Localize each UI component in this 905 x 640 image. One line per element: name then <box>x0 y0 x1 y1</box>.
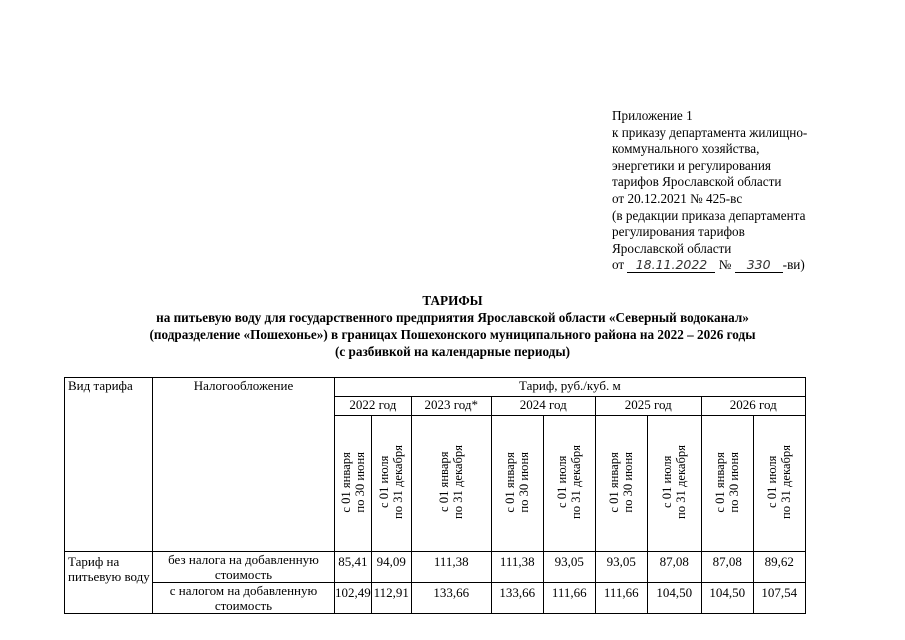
order-suffix: -ви) <box>782 257 805 273</box>
header-period: с 01 января по 30 июня <box>595 416 647 552</box>
heading-line-3: (с разбивкой на календарные периоды) <box>334 344 571 359</box>
header-period: с 01 января по 30 июня <box>491 416 543 552</box>
appendix-line: от 20.12.2021 № 425-вс <box>612 190 743 206</box>
document-heading <box>0 292 905 360</box>
header-period: с 01 января по 30 июня <box>701 416 753 552</box>
tariff-value: 87,08 <box>701 552 753 583</box>
heading-line-2: (подразделение «Пошехонье») в границах Пошехонского муниципального района на 2022 – 2026 годы <box>149 327 756 342</box>
tariff-value: 133,66 <box>411 583 491 614</box>
appendix-line: тарифов Ярославской области <box>612 174 782 190</box>
appendix-line: к приказу департамента жилищно- <box>612 124 808 140</box>
header-period: с 01 июля по 31 декабря <box>543 416 595 552</box>
appendix-block <box>612 108 872 274</box>
header-year: 2024 год <box>491 397 595 416</box>
appendix-line: Ярославской области <box>612 240 732 256</box>
header-year: 2023 год* <box>411 397 491 416</box>
table-row <box>65 583 806 614</box>
taxation-cell: с налогом на добавленную стоимость <box>153 583 335 614</box>
tariff-value: 93,05 <box>595 552 647 583</box>
tariff-name: Тариф на питьевую воду <box>65 552 153 614</box>
header-period: с 01 января по 31 декабря <box>411 416 491 552</box>
order-reference-line <box>612 257 872 274</box>
tariff-table <box>64 377 806 614</box>
tariff-value: 93,05 <box>543 552 595 583</box>
header-year: 2022 год <box>335 397 412 416</box>
tariff-value: 102,49 <box>335 583 372 614</box>
document-title: ТАРИФЫ <box>422 293 483 308</box>
appendix-line: регулирования тарифов <box>612 224 745 240</box>
handwritten-date: 18.11.2022 <box>627 258 715 273</box>
tariff-value: 111,38 <box>411 552 491 583</box>
appendix-line: Приложение 1 <box>612 108 693 123</box>
header-tariff-unit: Тариф, руб./куб. м <box>335 378 806 397</box>
tariff-value: 111,66 <box>595 583 647 614</box>
header-period: с 01 июля по 31 декабря <box>647 416 701 552</box>
header-tariff-type: Вид тарифа <box>65 378 153 552</box>
header-year: 2025 год <box>595 397 701 416</box>
tariff-value: 94,09 <box>371 552 411 583</box>
handwritten-number: 330 <box>735 258 783 273</box>
tariff-value: 111,38 <box>491 552 543 583</box>
order-from-prefix: от <box>612 257 625 273</box>
order-number-sign: № <box>718 257 732 273</box>
tariff-value: 85,41 <box>335 552 372 583</box>
header-period: с 01 июля по 31 декабря <box>371 416 411 552</box>
table-row <box>65 552 806 583</box>
tariff-value: 112,91 <box>371 583 411 614</box>
header-taxation: Налогообложение <box>153 378 335 552</box>
appendix-line: (в редакции приказа департамента <box>612 207 806 223</box>
tariff-value: 111,66 <box>543 583 595 614</box>
appendix-line: коммунального хозяйства, <box>612 141 760 157</box>
heading-line-1: на питьевую воду для государственного предприятия Ярославской области «Северный водоканал» <box>156 310 749 325</box>
tariff-value: 104,50 <box>701 583 753 614</box>
header-year: 2026 год <box>701 397 805 416</box>
appendix-line: энергетики и регулирования <box>612 157 771 173</box>
tariff-value: 89,62 <box>753 552 805 583</box>
header-period: с 01 января по 30 июня <box>335 416 372 552</box>
taxation-cell: без налога на добавленную стоимость <box>153 552 335 583</box>
tariff-value: 104,50 <box>647 583 701 614</box>
tariff-value: 133,66 <box>491 583 543 614</box>
tariff-value: 87,08 <box>647 552 701 583</box>
header-period: с 01 июля по 31 декабря <box>753 416 805 552</box>
tariff-value: 107,54 <box>753 583 805 614</box>
